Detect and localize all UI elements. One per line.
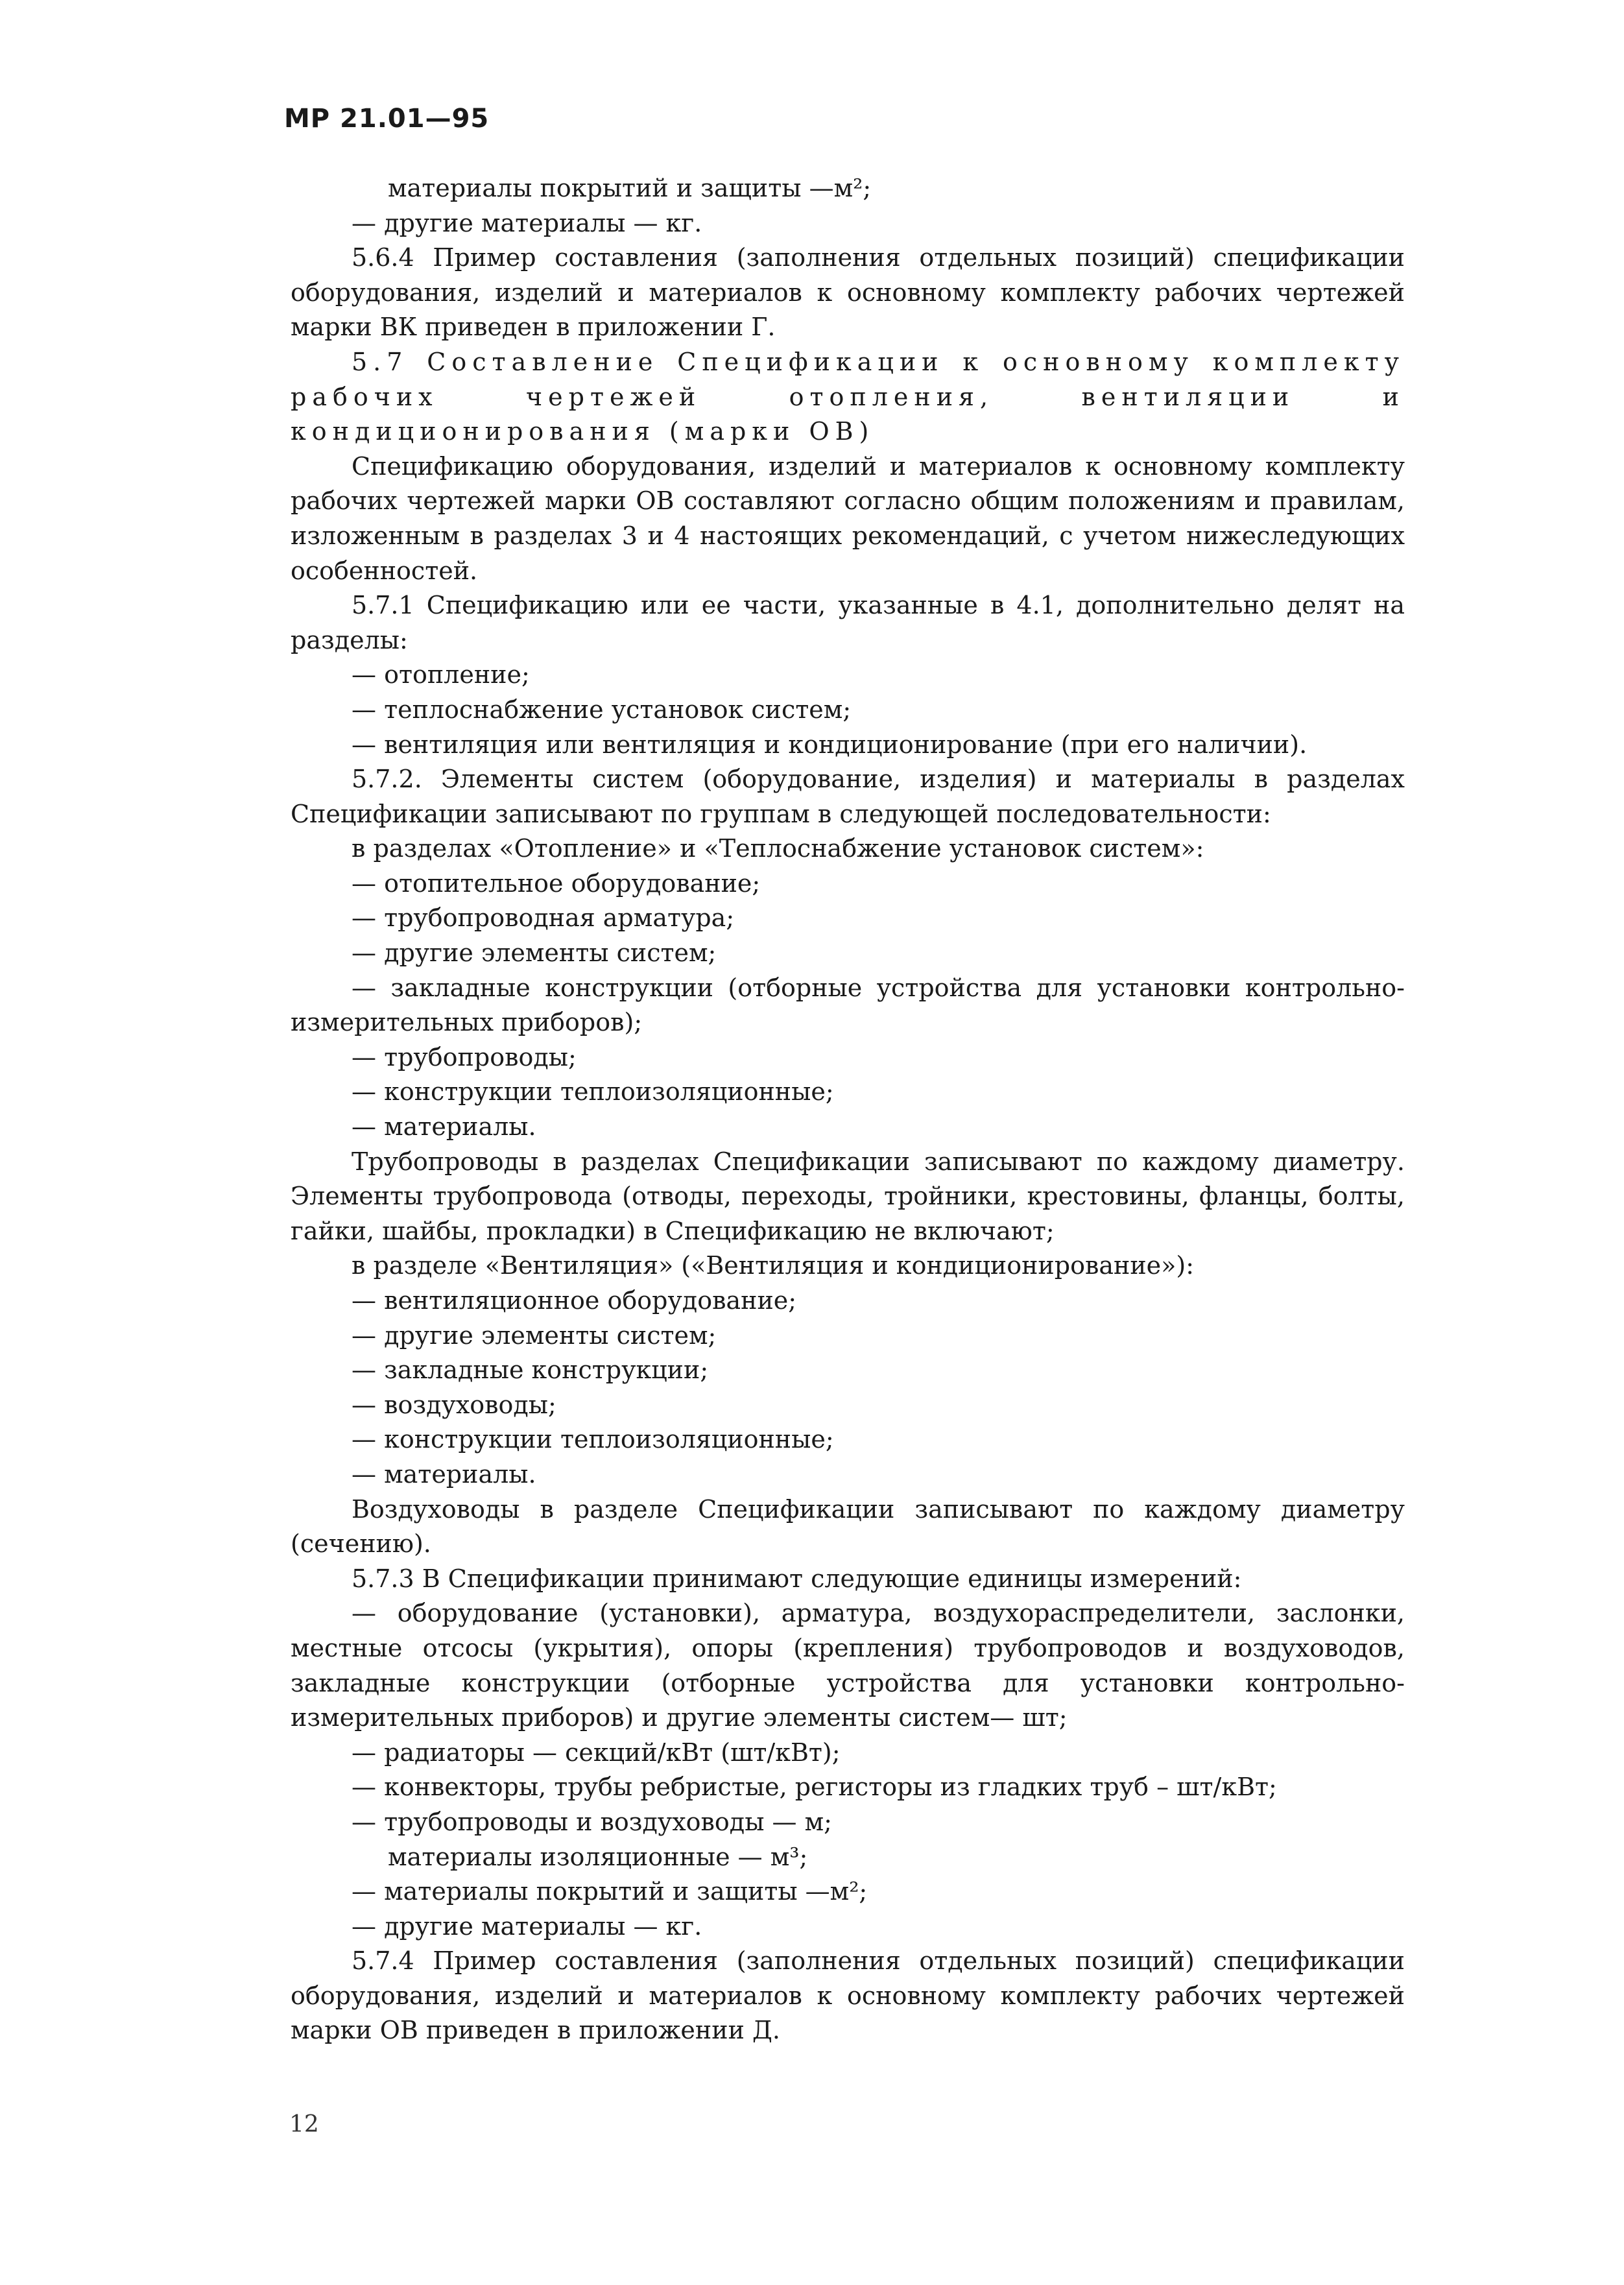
paragraph: — другие материалы — кг.	[352, 208, 702, 237]
paragraph: Спецификацию оборудования, изделий и материалов к основному комплекту рабочих чертежей марки ОВ составляют согласно общим положениям и правилам, изложенным в разделах 3 и 4 настоящих рекомендаций, с учетом нижеследующих особенностей.	[291, 451, 1405, 585]
paragraph: — вентиляционное оборудование;	[352, 1286, 797, 1315]
paragraph: — оборудование (установки), арматура, воздухораспределители, заслонки, местные отсосы (укрытия), опоры (крепления) трубопроводов и воздуховодов, закладные конструкции (отборные устройства для установки контрольно-измерительных приборов) и другие элементы систем— шт;	[291, 1599, 1405, 1732]
paragraph: — конвекторы, трубы ребристые, регисторы из гладких труб – шт/кВт;	[352, 1773, 1277, 1802]
paragraph: 5.7 Составление Спецификации к основному комплекту рабочих чертежей отопления, вентиляции и кондиционирования (марки ОВ)	[291, 347, 1405, 446]
paragraph: — отопительное оборудование;	[352, 868, 761, 898]
paragraph: — теплоснабжение установок систем;	[352, 695, 852, 724]
paragraph: в разделах «Отопление» и «Теплоснабжение установок систем»:	[352, 834, 1204, 863]
paragraph: — конструкции теплоизоляционные;	[352, 1425, 834, 1454]
paragraph: — вентиляция или вентиляция и кондиционирование (при его наличии).	[352, 730, 1308, 759]
paragraph: Трубопроводы в разделах Спецификации записывают по каждому диаметру. Элементы трубопровода (отводы, переходы, тройники, крестовины, фланцы, болты, гайки, шайбы, прокладки) в Спецификацию не включают;	[291, 1147, 1405, 1245]
paragraph: 5.7.3 В Спецификации принимают следующие единицы измерений:	[352, 1564, 1242, 1593]
paragraph: — материалы.	[352, 1112, 536, 1142]
paragraph: материалы покрытий и защиты —м²;	[388, 174, 872, 202]
paragraph: — трубопроводная арматура;	[352, 903, 735, 933]
paragraph: — закладные конструкции;	[352, 1356, 709, 1385]
paragraph: — другие материалы — кг.	[352, 1911, 702, 1941]
paragraph: — трубопроводы;	[352, 1042, 577, 1071]
paragraph: — конструкции теплоизоляционные;	[352, 1077, 834, 1107]
body-text	[291, 171, 1405, 2048]
paragraph: 5.6.4 Пример составления (заполнения отдельных позиций) спецификации оборудования, изделий и материалов к основному комплекту рабочих чертежей марки ВК приведен в приложении Г.	[291, 243, 1405, 342]
paragraph: — закладные конструкции (отборные устройства для установки контрольно-измерительных приборов);	[291, 973, 1405, 1037]
paragraph: — другие элементы систем;	[352, 1321, 717, 1350]
paragraph: — трубопроводы и воздуховоды — м;	[352, 1807, 832, 1836]
document-code-header: МР 21.01—95	[284, 104, 490, 134]
paragraph: 5.7.4 Пример составления (заполнения отдельных позиций) спецификации оборудования, изделий и материалов к основному комплекту рабочих чертежей марки ОВ приведен в приложении Д.	[291, 1946, 1405, 2045]
paragraph: 5.7.2. Элементы систем (оборудование, изделия) и материалы в разделах Спецификации записывают по группам в следующей последовательности:	[291, 765, 1405, 828]
paragraph: — радиаторы — секций/кВт (шт/кВт);	[352, 1738, 841, 1767]
paragraph: Воздуховоды в разделе Спецификации записывают по каждому диаметру (сечению).	[291, 1494, 1405, 1559]
paragraph: материалы изоляционные — м³;	[388, 1842, 808, 1871]
paragraph: — воздуховоды;	[352, 1390, 556, 1419]
paragraph: в разделе «Вентиляция» («Вентиляция и кондиционирование»):	[352, 1251, 1195, 1280]
paragraph: — отопление;	[352, 660, 530, 689]
page-number: 12	[289, 2111, 319, 2138]
paragraph: — другие элементы систем;	[352, 939, 717, 968]
paragraph: — материалы.	[352, 1459, 536, 1489]
paragraph: 5.7.1 Спецификацию или ее части, указанные в 4.1, дополнительно делят на разделы:	[291, 591, 1405, 654]
paragraph: — материалы покрытий и защиты —м²;	[352, 1877, 868, 1906]
